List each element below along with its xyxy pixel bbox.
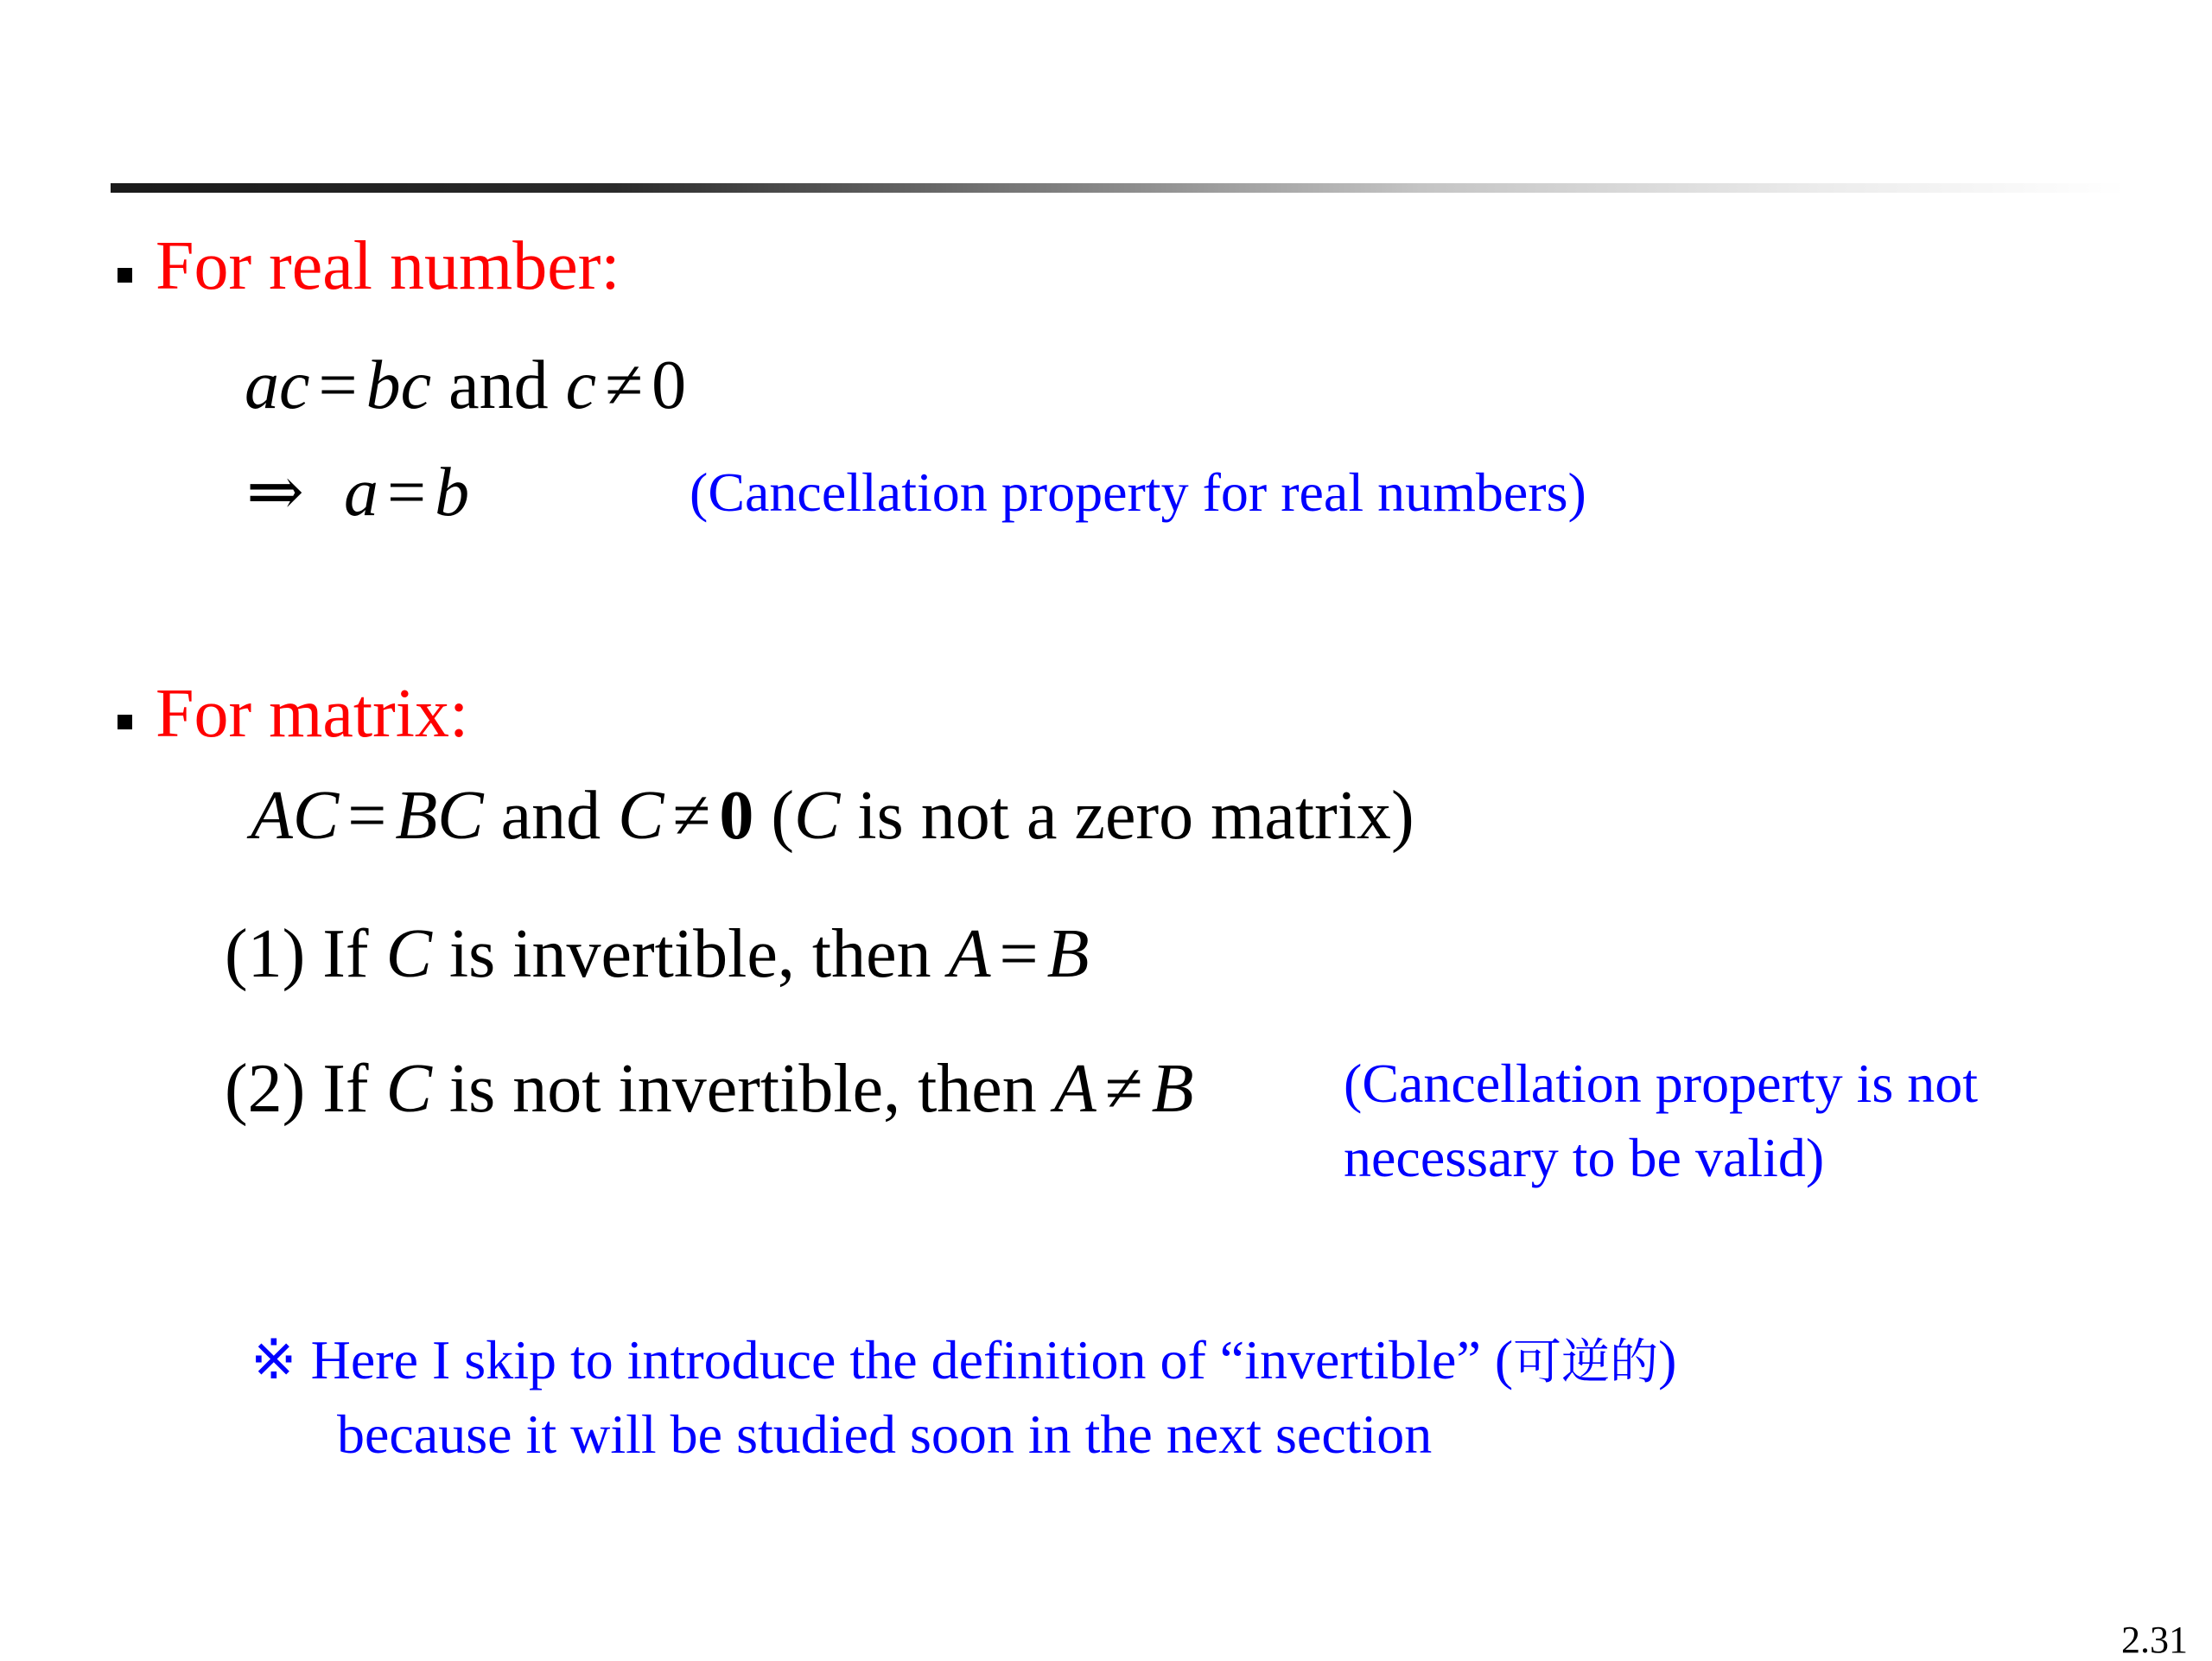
- matrix-zero: 0: [719, 778, 754, 854]
- case2-prefix: (2) If: [225, 1051, 386, 1127]
- matrix-var-c: C: [618, 778, 664, 854]
- reference-mark-icon: ※: [251, 1329, 297, 1391]
- case1-eq: =: [999, 916, 1039, 992]
- implies-symbol: ⇒: [246, 455, 305, 531]
- real-impl-eq: =: [387, 455, 427, 531]
- footnote-close: ): [1658, 1329, 1677, 1391]
- title-rule: [111, 183, 2126, 193]
- real-a: a: [344, 455, 379, 531]
- case1-prefix: (1) If: [225, 916, 386, 992]
- matrix-case-1: [225, 916, 1090, 992]
- matrix-paren-text: is not a zero matrix): [840, 778, 1414, 854]
- matrix-case-2: [225, 1051, 1194, 1127]
- real-neq: ≠: [605, 347, 644, 423]
- case1-middle: is invertible, then: [431, 916, 949, 992]
- real-eq: =: [318, 347, 358, 423]
- case2-var: C: [385, 1051, 432, 1127]
- matrix-rhs: BC: [395, 778, 484, 854]
- real-equation-line: [245, 347, 687, 423]
- real-rhs: bc: [365, 347, 432, 423]
- real-and: and: [448, 347, 549, 423]
- heading-matrix: For matrix:: [156, 676, 469, 752]
- page-number: 2.31: [2121, 1619, 2188, 1661]
- real-lhs: ac: [245, 347, 310, 423]
- case1-a: A: [948, 916, 991, 992]
- bullet-matrix: [118, 715, 132, 729]
- matrix-eq: =: [347, 778, 387, 854]
- matrix-lhs: AC: [251, 778, 340, 854]
- bullet-real: [118, 268, 132, 283]
- footnote-cjk: 可逆的: [1513, 1334, 1659, 1391]
- real-b: b: [435, 455, 470, 531]
- note-matrix-cancellation-line1: (Cancellation property is not: [1344, 1053, 1979, 1114]
- matrix-paren-open: (: [771, 778, 795, 854]
- real-zero: 0: [652, 347, 687, 423]
- real-implication-line: [246, 455, 470, 531]
- case1-b: B: [1046, 916, 1090, 992]
- matrix-neq: ≠: [672, 778, 711, 854]
- footnote-text: Here I skip to introduce the definition of “invertible” (: [296, 1329, 1514, 1391]
- real-var-c: c: [565, 347, 597, 423]
- note-matrix-cancellation-line2: necessary to be valid): [1344, 1127, 1825, 1188]
- case2-neq: ≠: [1104, 1051, 1143, 1127]
- footnote-line1: [251, 1329, 1677, 1391]
- matrix-and: and: [500, 778, 601, 854]
- case2-middle: is not invertible, then: [431, 1051, 1054, 1127]
- footnote-line2: because it will be studied soon in the next section: [337, 1403, 1433, 1465]
- matrix-equation-line: [251, 778, 1414, 854]
- matrix-paren-var: C: [794, 778, 841, 854]
- case2-a: A: [1053, 1051, 1096, 1127]
- note-real-cancellation: (Cancellation property for real numbers): [690, 461, 1586, 523]
- case2-b: B: [1151, 1051, 1194, 1127]
- case1-var: C: [385, 916, 432, 992]
- heading-real-number: For real number:: [156, 228, 620, 304]
